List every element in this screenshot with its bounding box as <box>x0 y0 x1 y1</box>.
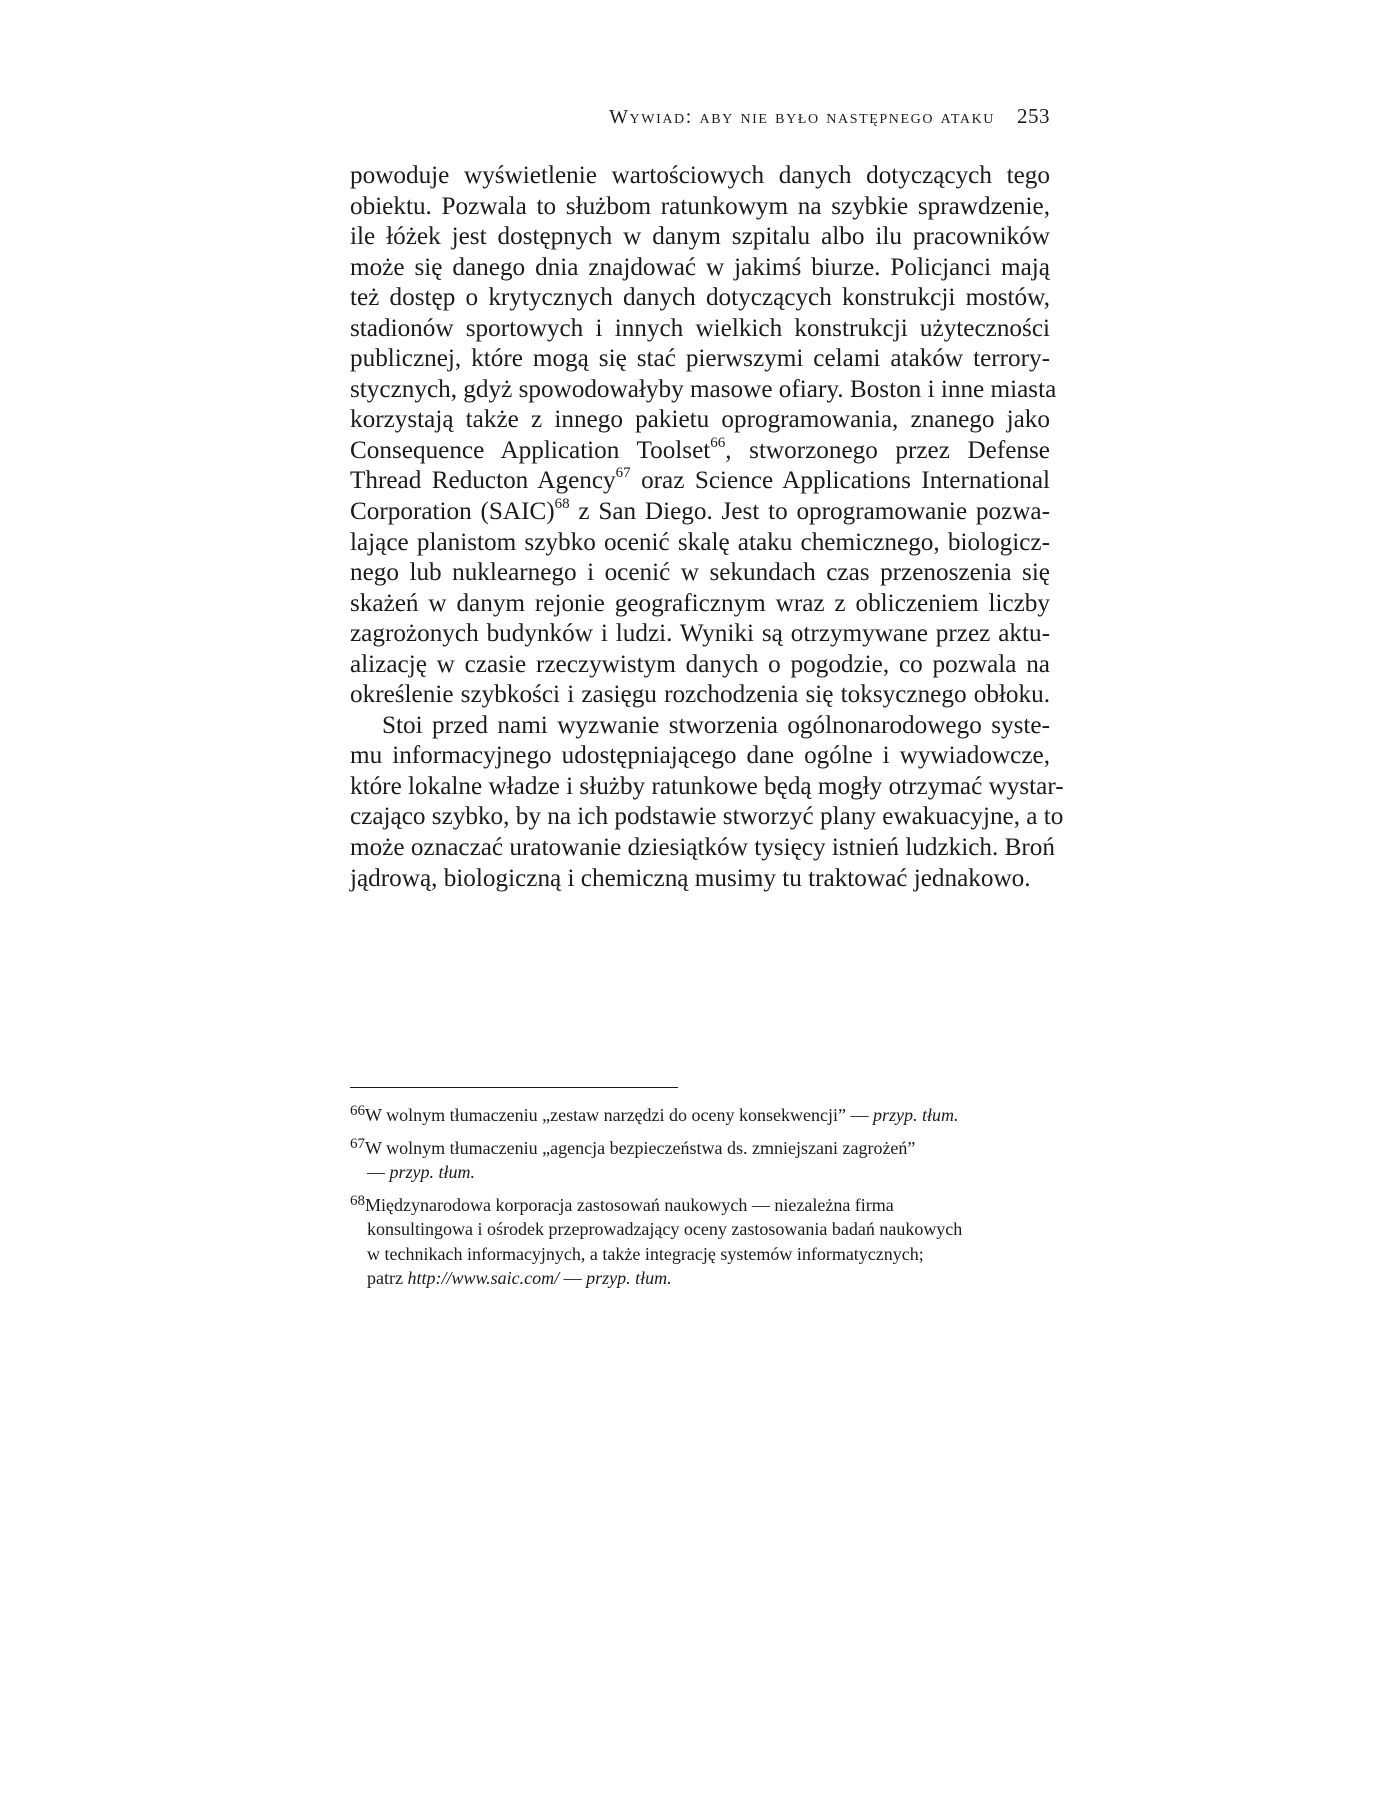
footnote-line <box>350 1136 1050 1161</box>
text-line: korzystają także z innego pakietu oprogramowania, znanego jako <box>350 406 1050 434</box>
body-text <box>350 161 1064 894</box>
footnote-text: — <box>367 1162 390 1182</box>
footnote-line <box>350 1160 1050 1185</box>
text-segment: , stworzonego przez Defense <box>725 436 1050 464</box>
text-line: obiektu. Pozwala to służbom ratunkowym na szybkie sprawdzenie, <box>350 192 1050 220</box>
footnote-ref-67[interactable]: 67 <box>615 465 631 482</box>
running-header <box>350 104 1050 129</box>
text-line: powoduje wyświetlenie wartościowych danych dotyczących tego <box>350 162 1050 189</box>
footnote-ref-66[interactable]: 66 <box>710 434 726 451</box>
text-line: stycznych, gdyż spowodowałyby masowe ofiary. Boston i inne miasta <box>350 375 1057 403</box>
text-segment: z San Diego. Jest to oprogramowanie pozwa- <box>569 498 1050 526</box>
text-line: stadionów sportowych i innych wielkich konstrukcji użyteczności <box>350 314 1050 342</box>
text-segment: Consequence Application Toolset <box>350 436 711 464</box>
footnote-text: — <box>559 1268 587 1288</box>
translator-note: przyp. tłum. <box>872 1105 959 1125</box>
text-line <box>350 466 1050 497</box>
text-line: czająco szybko, by na ich podstawie stworzyć plany ewakuacyjne, a to <box>350 803 1064 831</box>
text-line <box>350 497 1050 528</box>
text-line: ile łóżek jest dostępnych w danym szpitalu albo ilu pracowników <box>350 223 1050 251</box>
footnote-text: W wolnym tłumaczeniu „agencja bezpieczeństwa ds. zmniejszani zagrożeń” <box>365 1137 916 1158</box>
footnote-line: konsultingowa i ośrodek przeprowadzający oceny zastosowania badań naukowych <box>367 1219 963 1239</box>
text-line: publicznej, które mogą się stać pierwszymi celami ataków terrory- <box>350 345 1050 373</box>
footnote-text: patrz <box>367 1268 408 1288</box>
text-line: też dostęp o krytycznych danych dotyczących konstrukcji mostów, <box>350 284 1050 312</box>
text-line: nego lub nuklearnego i ocenić w sekundach czas przenoszenia się <box>350 559 1050 587</box>
text-line: skażeń w danym rejonie geograficznym wraz z obliczeniem liczby <box>350 589 1050 617</box>
footnote-text: Międzynarodowa korporacja zastosowań naukowych — niezależna firma <box>365 1194 894 1215</box>
text-line: może oznaczać uratowanie dziesiątków tysięcy istnień ludzkich. Broń <box>350 834 1055 862</box>
text-line <box>350 436 1050 467</box>
footnote-line <box>350 1266 1050 1291</box>
running-header-title: Wywiad: aby nie było następnego ataku <box>609 106 995 128</box>
text-line: zagrożonych budynków i ludzi. Wyniki są otrzymywane przez aktu- <box>350 620 1050 648</box>
footnote-68 <box>350 1193 1050 1291</box>
footnote-text: W wolnym tłumaczeniu „zestaw narzędzi do oceny konsekwencji” — <box>365 1105 873 1125</box>
text-segment: oraz Science Applications International <box>630 467 1050 495</box>
footnotes <box>350 1103 1050 1299</box>
footnote-number: 66 <box>350 1103 365 1119</box>
footnote-66 <box>350 1103 1050 1128</box>
text-line: które lokalne władze i służby ratunkowe będą mogły otrzymać wystar- <box>350 772 1064 800</box>
footnote-line: w technikach informacyjnych, a także integrację systemów informatycznych; <box>367 1243 924 1264</box>
text-line: określenie szybkości i zasięgu rozchodzenia się toksycznego obłoku. <box>350 681 1050 709</box>
footnote-ref-68[interactable]: 68 <box>554 496 570 513</box>
footnote-67 <box>350 1136 1050 1185</box>
text-line: jądrową, biologiczną i chemiczną musimy tu traktować jednakowo. <box>350 864 1031 892</box>
text-line: lające planistom szybko ocenić skalę ataku chemicznego, biologicz- <box>350 528 1050 556</box>
translator-note: przyp. tłum. <box>586 1268 672 1288</box>
footnote-number: 68 <box>350 1192 365 1209</box>
text-segment: Corporation (SAIC) <box>350 498 555 526</box>
text-line: Stoi przed nami wyzwanie stworzenia ogólnonarodowego syste- <box>382 711 1050 739</box>
text-line: alizację w czasie rzeczywistym danych o pogodzie, co pozwala na <box>350 650 1050 678</box>
footnote-url[interactable]: http://www.saic.com/ <box>407 1268 560 1288</box>
text-line: może się danego dnia znajdować w jakimś biurze. Policjanci mają <box>350 253 1050 281</box>
footnote-separator <box>350 1087 678 1088</box>
footnote-line <box>350 1193 1050 1218</box>
page-number: 253 <box>1017 104 1050 128</box>
footnote-number: 67 <box>350 1135 365 1152</box>
translator-note: przyp. tłum. <box>389 1162 475 1182</box>
footnote-line <box>350 1103 1050 1128</box>
text-segment: Thread Reducton Agency <box>350 467 616 495</box>
text-line: mu informacyjnego udostępniającego dane ogólne i wywiadowcze, <box>350 742 1050 770</box>
